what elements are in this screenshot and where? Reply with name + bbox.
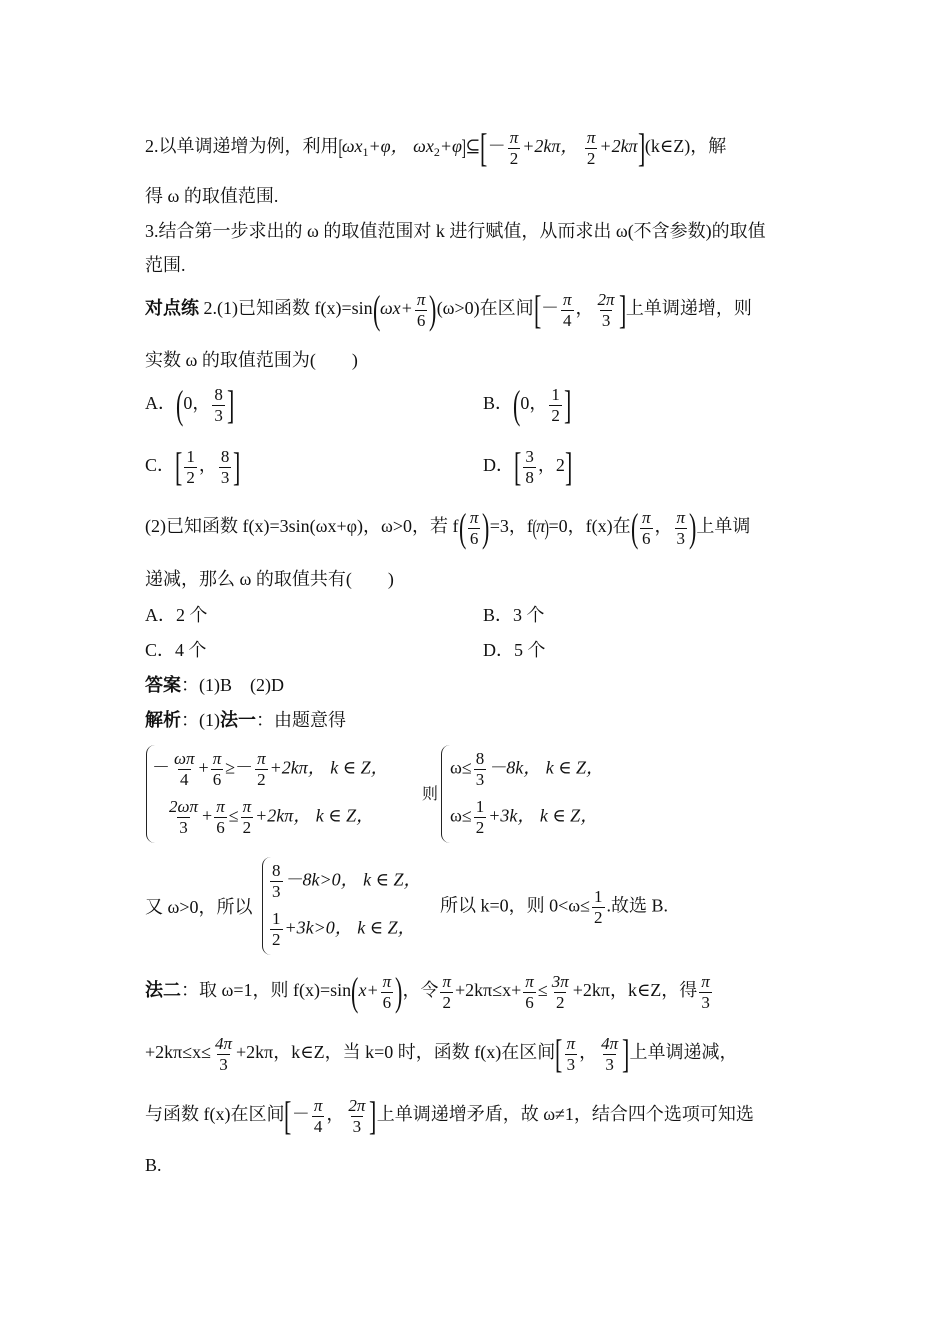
- method-2-line-1: 法二：取 ω=1，则 f(x)=sin(x+ $\frac{\pi}{6}$ )，令 $\frac{\pi}{2}$ +2kπ≤x+ $\frac{\pi}{6}$ ≤ $\frac{3\pi}{2}$ +2kπ，k∈Z，得 $\frac{\pi}{3}$: [145, 969, 710, 1014]
- system-1-row-1: － $\frac{\omega\pi}{4}$ + $\frac{\pi}{6}$ ≥－ $\frac{\pi}{2}$ +2kπ， k ∈ Z，: [152, 749, 389, 789]
- exercise-2-line-2: 递减，那么 ω 的取值共有( ): [145, 569, 394, 589]
- para-2-line-1: 2.以单调递增为例，利用[$\omega x_1+\varphi$， $\omega x_2+\varphi]⊆[-$ $\frac{\pi}{2}$ +2kπ， $\frac{\pi}{2}$ +2kπ](k∈Z)，解: [145, 125, 727, 170]
- method-2-line-3: 与函数 f(x)在区间[－ $\frac{\pi}{4}$ ， $\frac{2\pi}{3}$ ]上单调递增矛盾，故 ω≠1，结合四个选项可知选: [145, 1093, 754, 1138]
- method-2-line-2: +2kπ≤x≤ $\frac{4\pi}{3}$ +2kπ，k∈Z，当 k=0 时，函数 f(x)在区间[ $\frac{\pi}{3}$ ， $\frac{4\pi}{3}$ ]上单调递减，: [145, 1031, 738, 1076]
- system-3-row-2: $\frac{1}{2}$ +3k>0， k ∈ Z，: [272, 909, 416, 949]
- option-d: D．[ $\frac{3}{8}$ ，2]: [483, 444, 573, 489]
- option-a: A．(0， $\frac{8}{3}$ ]: [145, 382, 235, 427]
- method-2-line-4: B.: [145, 1155, 162, 1175]
- system-1-row-2: $\frac{2\omega\pi}{3}$ + $\frac{\pi}{6}$ ≤ $\frac{\pi}{2}$ +2kπ， k ∈ Z，: [169, 797, 375, 837]
- exercise-1-line-1: 对点练 2.(1)已知函数 f(x)=sin(ωx+ $\frac{\pi}{6}$ )(ω>0)在区间[－ $\frac{\pi}{4}$ ， $\frac{2\pi}{3}$ ]上单调递增，则: [145, 287, 752, 332]
- option-b: B．(0， $\frac{1}{2}$ ]: [483, 382, 572, 427]
- system-3-row-1: $\frac{8}{3}$ －8k>0， k ∈ Z，: [272, 861, 422, 901]
- ex2-option-c: C．4 个: [145, 640, 207, 660]
- para-3-line-2: 范围.: [145, 255, 186, 275]
- solution-line: 解析：(1)法一：由题意得: [145, 710, 346, 730]
- exercise-1-line-2: 实数 ω 的取值范围为( ): [145, 350, 358, 370]
- also-conclusion: 所以 k=0，则 0<ω≤ $\frac{1}{2}$ .故选 B.: [440, 887, 669, 927]
- also-label: 又 ω>0，所以: [145, 897, 253, 917]
- option-c: C．[ $\frac{1}{2}$ ， $\frac{8}{3}$ ]: [145, 444, 241, 489]
- para-3-line-1: 3.结合第一步求出的 ω 的取值范围对 k 进行赋值，从而求出 ω(不含参数)的取值: [145, 221, 766, 241]
- system-2-row-2: ω≤ $\frac{1}{2}$ +3k， k ∈ Z，: [450, 797, 599, 837]
- para-2-line-2: 得 ω 的取值范围.: [145, 186, 279, 206]
- ex2-option-a: A．2 个: [145, 605, 208, 625]
- system-2-brace: [441, 745, 450, 843]
- system-2-row-1: ω≤ $\frac{8}{3}$ －8k， k ∈ Z，: [450, 749, 605, 789]
- ex2-option-b: B．3 个: [483, 605, 545, 625]
- then-label: 则: [422, 786, 439, 803]
- answer-line: 答案：(1)B (2)D: [145, 675, 284, 695]
- ex2-option-d: D．5 个: [483, 640, 546, 660]
- exercise-2-line-1: (2)已知函数 f(x)=3sin(ωx+φ)，ω>0，若 f( $\frac{\pi}{6}$ )=3，f(π)=0，f(x)在( $\frac{\pi}{6}$ ， $\frac{\pi}{3}$ )上单调: [145, 505, 751, 550]
